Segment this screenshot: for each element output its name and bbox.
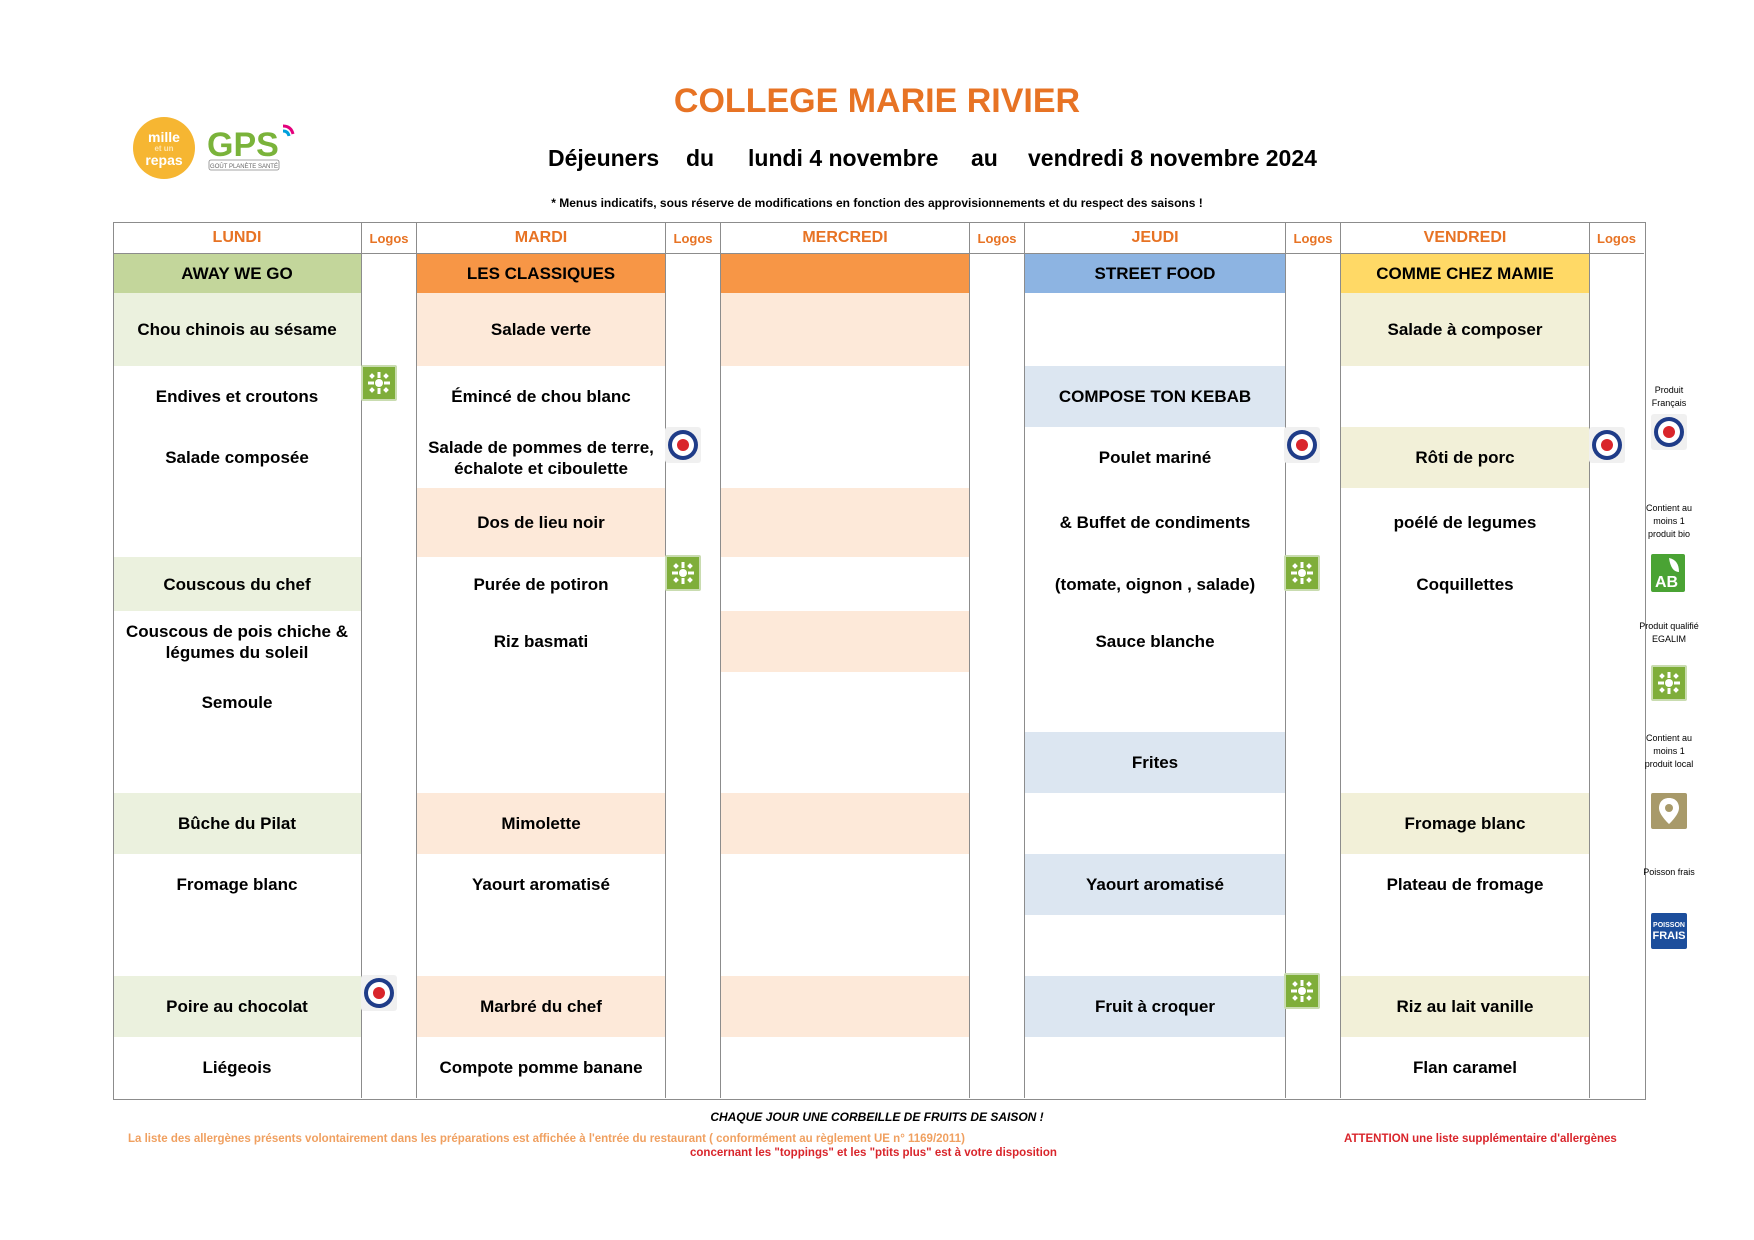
menu-item: Rôti de porc [1415, 448, 1515, 467]
du-label: du [686, 145, 715, 171]
day-header-lundi: LUNDI [212, 229, 262, 246]
date-end: vendredi 8 novembre 2024 [1028, 145, 1317, 171]
date-start: lundi 4 novembre [748, 145, 939, 171]
gps-logo [205, 120, 300, 176]
gps-logo-text: GPS [207, 126, 279, 164]
menu-item: Plateau de fromage [1386, 875, 1544, 894]
au-label: au [971, 145, 998, 171]
menu-item: (tomate, oignon , salade) [1054, 574, 1256, 594]
menu-item: Purée de potiron [473, 574, 609, 594]
egalim-icon [1651, 665, 1687, 701]
menu-item: Fruit à croquer [1095, 997, 1215, 1016]
menu-item: Semoule [201, 692, 273, 712]
gps-logo-graphic [205, 120, 300, 176]
menu-item: Poire au chocolat [166, 997, 308, 1016]
menu-item: Riz au lait vanille [1396, 997, 1534, 1016]
menu-item: Sauce blanche [1095, 632, 1215, 651]
poisson-mark-top: POISSON [1653, 921, 1685, 929]
menu-item: poélé de legumes [1393, 513, 1537, 532]
menu-item: Marbré du chef [480, 997, 602, 1016]
legend-bio-label: Contient au moins 1 produit bio [1645, 503, 1693, 539]
logos-header: Logos [673, 230, 713, 246]
disclaimer: * Menus indicatifs, sous réserve de modifications en fonction des approvisionnements et du respect des saisons ! [551, 196, 1203, 210]
col-divider [361, 222, 362, 1098]
legend-poisson-label: Poisson frais [1643, 867, 1695, 877]
menu-item: Yaourt aromatisé [472, 875, 610, 894]
legend-egalim-label: Produit qualifié EGALIM [1639, 621, 1699, 644]
day-header-vendredi: VENDREDI [1423, 229, 1507, 246]
mille-et-un-repas-logo [133, 117, 195, 179]
menu-item: Flan caramel [1413, 1058, 1517, 1077]
legend-francais-label: Produit Français [1651, 385, 1687, 408]
agriculture-bio-icon [1651, 554, 1685, 592]
category-mardi: LES CLASSIQUES [466, 263, 616, 283]
menu-item: Dos de lieu noir [477, 513, 605, 532]
logos-header: Logos [1293, 230, 1333, 246]
menu-item: COMPOSE TON KEBAB [1058, 387, 1252, 406]
logo-mille-top: mille [148, 128, 180, 145]
col-divider [720, 222, 721, 1098]
logos-header: Logos [369, 230, 409, 246]
poisson-frais-icon [1651, 913, 1687, 949]
attention-notice: ATTENTION une liste supplémentaire d'allergènes [1344, 1133, 1617, 1145]
egalim-icon [1284, 555, 1320, 591]
menu-item: Salade à composer [1387, 320, 1543, 339]
dejeuners-label: Déjeuners [548, 145, 660, 171]
day-header-mercredi: MERCREDI [802, 229, 888, 246]
produit-local-icon [1651, 793, 1687, 829]
egalim-icon [665, 555, 701, 591]
menu-item: Couscous du chef [163, 574, 311, 594]
menu-item: Bûche du Pilat [177, 814, 297, 833]
menu-item: Poulet mariné [1098, 448, 1212, 467]
legend-local-label: Contient au moins 1 produit local [1644, 733, 1694, 769]
category-vendredi: COMME CHEZ MAMIE [1376, 263, 1554, 283]
menu-item: Chou chinois au sésame [137, 320, 337, 339]
produit-francais-icon [361, 975, 397, 1011]
day-header-jeudi: JEUDI [1131, 229, 1179, 246]
menu-item: Liégeois [202, 1058, 272, 1077]
menu-item: Salade composée [165, 448, 309, 467]
menu-item: Salade verte [490, 320, 592, 339]
menu-item: Endives et croutons [155, 387, 319, 406]
menu-item: Fromage blanc [1404, 814, 1526, 833]
menu-item: Fromage blanc [176, 875, 298, 894]
logos-header: Logos [977, 230, 1017, 246]
menu-item: Mimolette [501, 814, 581, 833]
logos-header: Logos [1597, 230, 1636, 246]
egalim-icon [1284, 973, 1320, 1009]
col-divider [1589, 222, 1590, 1098]
col-divider [665, 222, 666, 1098]
logo-mille-bottom: repas [145, 151, 183, 168]
category-jeudi: STREET FOOD [1094, 263, 1216, 283]
bio-mark-text: AB [1655, 574, 1679, 591]
produit-francais-icon [1284, 427, 1320, 463]
fruits-notice: CHAQUE JOUR UNE CORBEILLE DE FRUITS DE SAISON ! [710, 1110, 1044, 1124]
menu-item: Yaourt aromatisé [1086, 875, 1224, 894]
menu-item: Compote pomme banane [439, 1058, 643, 1077]
page-title: COLLEGE MARIE RIVIER [673, 82, 1081, 120]
menu-item: Salade de pommes de terre, échalote et ciboulette [428, 437, 654, 478]
toppings-notice: concernant les "toppings" et les "ptits plus" est à votre disposition [690, 1147, 1057, 1159]
produit-francais-icon [1589, 427, 1625, 463]
produit-francais-icon [665, 427, 701, 463]
menu-item: & Buffet de condiments [1059, 513, 1251, 532]
menu-item: Émincé de chou blanc [451, 387, 631, 406]
menu-item: Coquillettes [1416, 574, 1514, 594]
category-mercredi [721, 254, 969, 293]
logo-mille-mid: et un [154, 143, 174, 153]
col-divider [969, 222, 970, 1098]
col-divider [1285, 222, 1286, 1098]
menu-item: Frites [1131, 753, 1179, 772]
egalim-icon [361, 365, 397, 401]
menu-item: Couscous de pois chiche & légumes du soleil [126, 621, 348, 662]
menu-item: Riz basmati [493, 632, 589, 651]
allergenes-notice: La liste des allergènes présents volontairement dans les préparations est affichée à l'entrée du restaurant ( conformément au règlement UE n° 1169/2011) [128, 1133, 965, 1145]
day-header-mardi: MARDI [514, 229, 568, 246]
gps-tagline: GOÛT PLANÈTE SANTÉ [210, 164, 278, 170]
produit-francais-icon [1651, 414, 1687, 450]
poisson-mark-bottom: FRAIS [1652, 929, 1686, 942]
category-lundi: AWAY WE GO [181, 263, 293, 283]
